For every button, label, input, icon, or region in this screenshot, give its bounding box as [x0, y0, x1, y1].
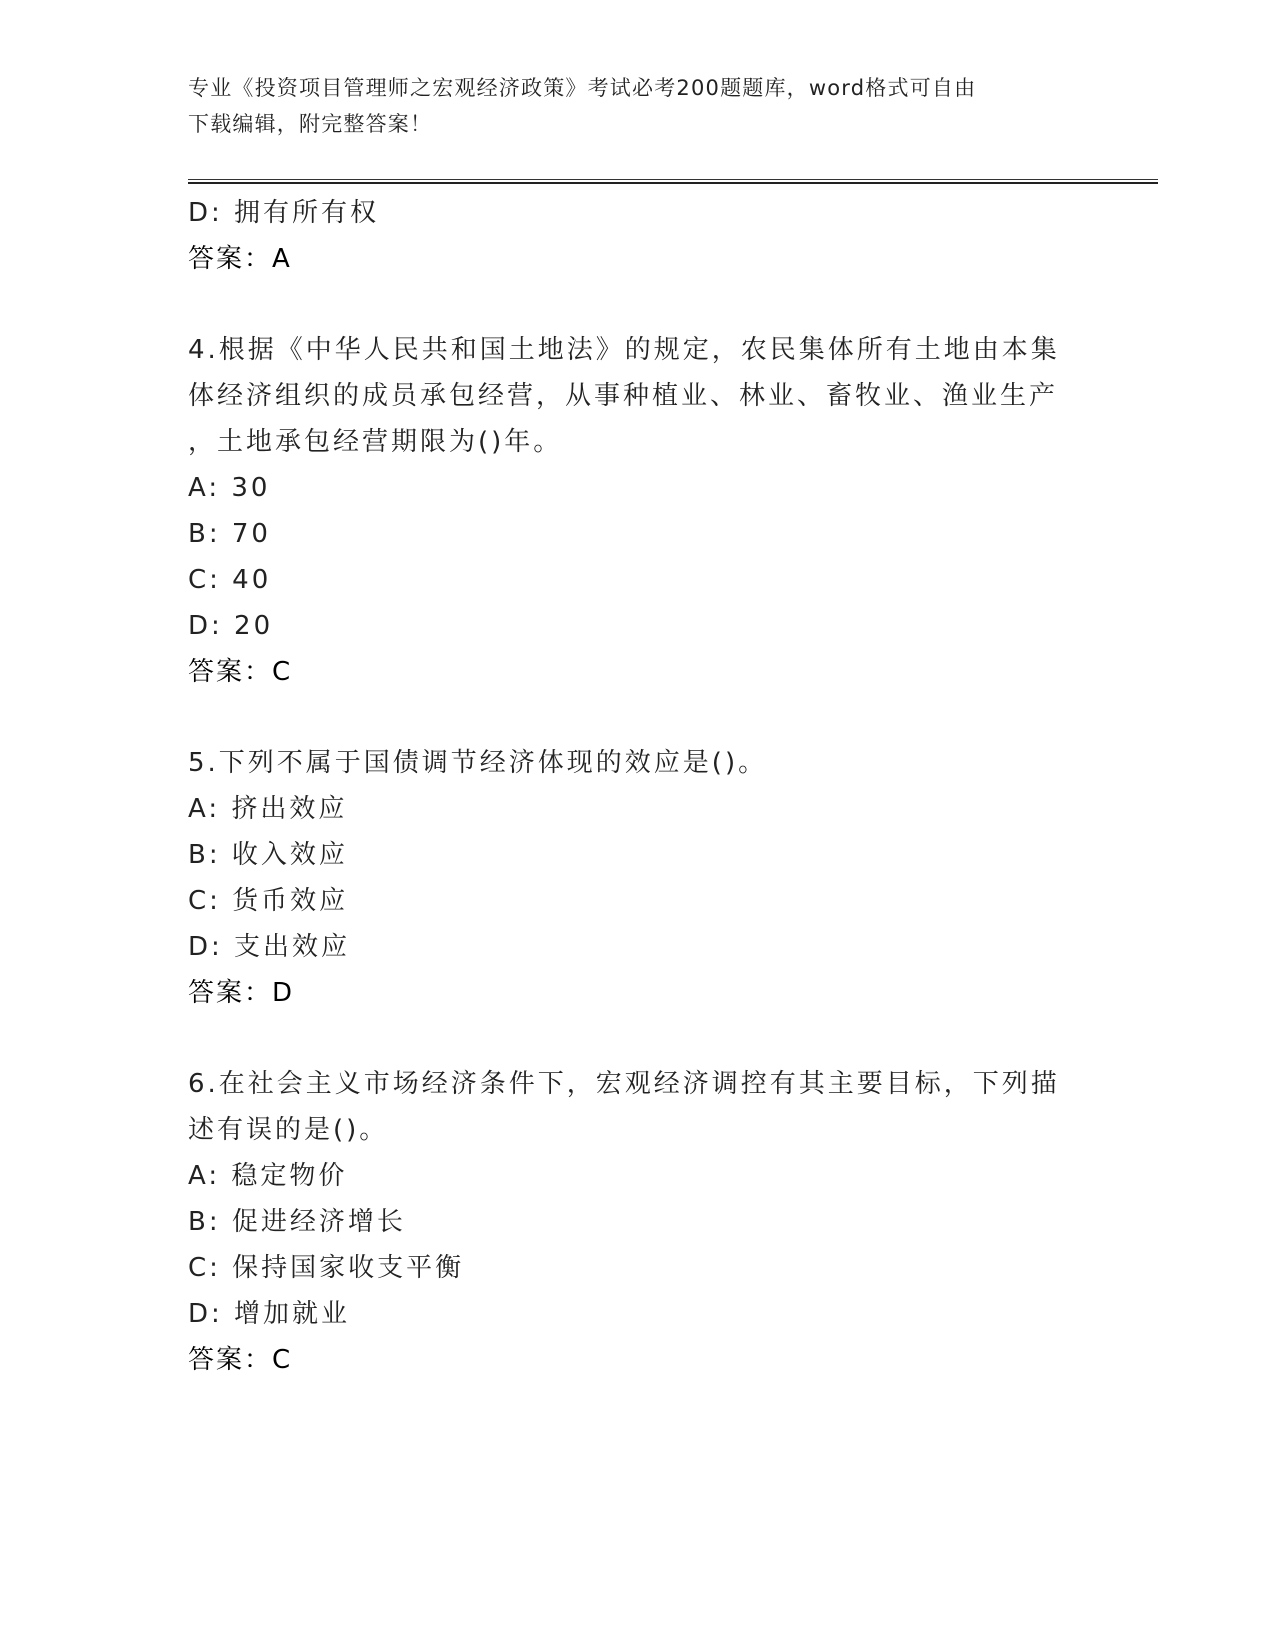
- document-header: [188, 70, 1158, 142]
- question-5: [188, 740, 1088, 1016]
- option-a: A: 稳定物价: [188, 1161, 348, 1191]
- answer: 答案：A: [188, 244, 292, 274]
- option-b: B: 促进经济增长: [188, 1207, 406, 1237]
- spacer: [188, 695, 1088, 740]
- answer: 答案：C: [188, 657, 293, 687]
- option-a: A: 30: [188, 473, 271, 503]
- previous-question-tail: [188, 190, 1088, 282]
- option-c: C: 保持国家收支平衡: [188, 1253, 465, 1283]
- option-b: B: 70: [188, 519, 271, 549]
- question-content: [188, 190, 1088, 1383]
- answer: 答案：D: [188, 978, 295, 1008]
- spacer: [188, 1016, 1088, 1061]
- option-d: D: 20: [188, 611, 274, 641]
- option-d: D: 拥有所有权: [188, 198, 380, 228]
- question-4: [188, 327, 1088, 695]
- option-c: C: 40: [188, 565, 272, 595]
- question-6: [188, 1061, 1088, 1383]
- option-b: B: 收入效应: [188, 840, 348, 870]
- header-line-2: 下载编辑，附完整答案！: [188, 112, 433, 136]
- question-stem-line: 4.根据《中华人民共和国土地法》的规定，农民集体所有土地由本集: [188, 335, 1060, 365]
- question-stem-line: 6.在社会主义市场经济条件下，宏观经济调控有其主要目标，下列描: [188, 1069, 1060, 1099]
- option-d: D: 支出效应: [188, 932, 351, 962]
- option-c: C: 货币效应: [188, 886, 349, 916]
- question-stem-line: 5.下列不属于国债调节经济体现的效应是()。: [188, 748, 768, 778]
- option-d: D: 增加就业: [188, 1299, 351, 1329]
- question-stem-line: ，土地承包经营期限为()年。: [188, 427, 563, 457]
- header-divider-thick: [188, 182, 1158, 184]
- answer: 答案：C: [188, 1345, 293, 1375]
- question-stem-line: 体经济组织的成员承包经营，从事种植业、林业、畜牧业、渔业生产: [188, 381, 1059, 411]
- question-stem-line: 述有误的是()。: [188, 1115, 389, 1145]
- option-a: A: 挤出效应: [188, 794, 348, 824]
- spacer: [188, 282, 1088, 327]
- header-line-1: 专业《投资项目管理师之宏观经济政策》考试必考200题题库，word格式可自由: [188, 76, 977, 100]
- header-divider-thin: [188, 179, 1158, 180]
